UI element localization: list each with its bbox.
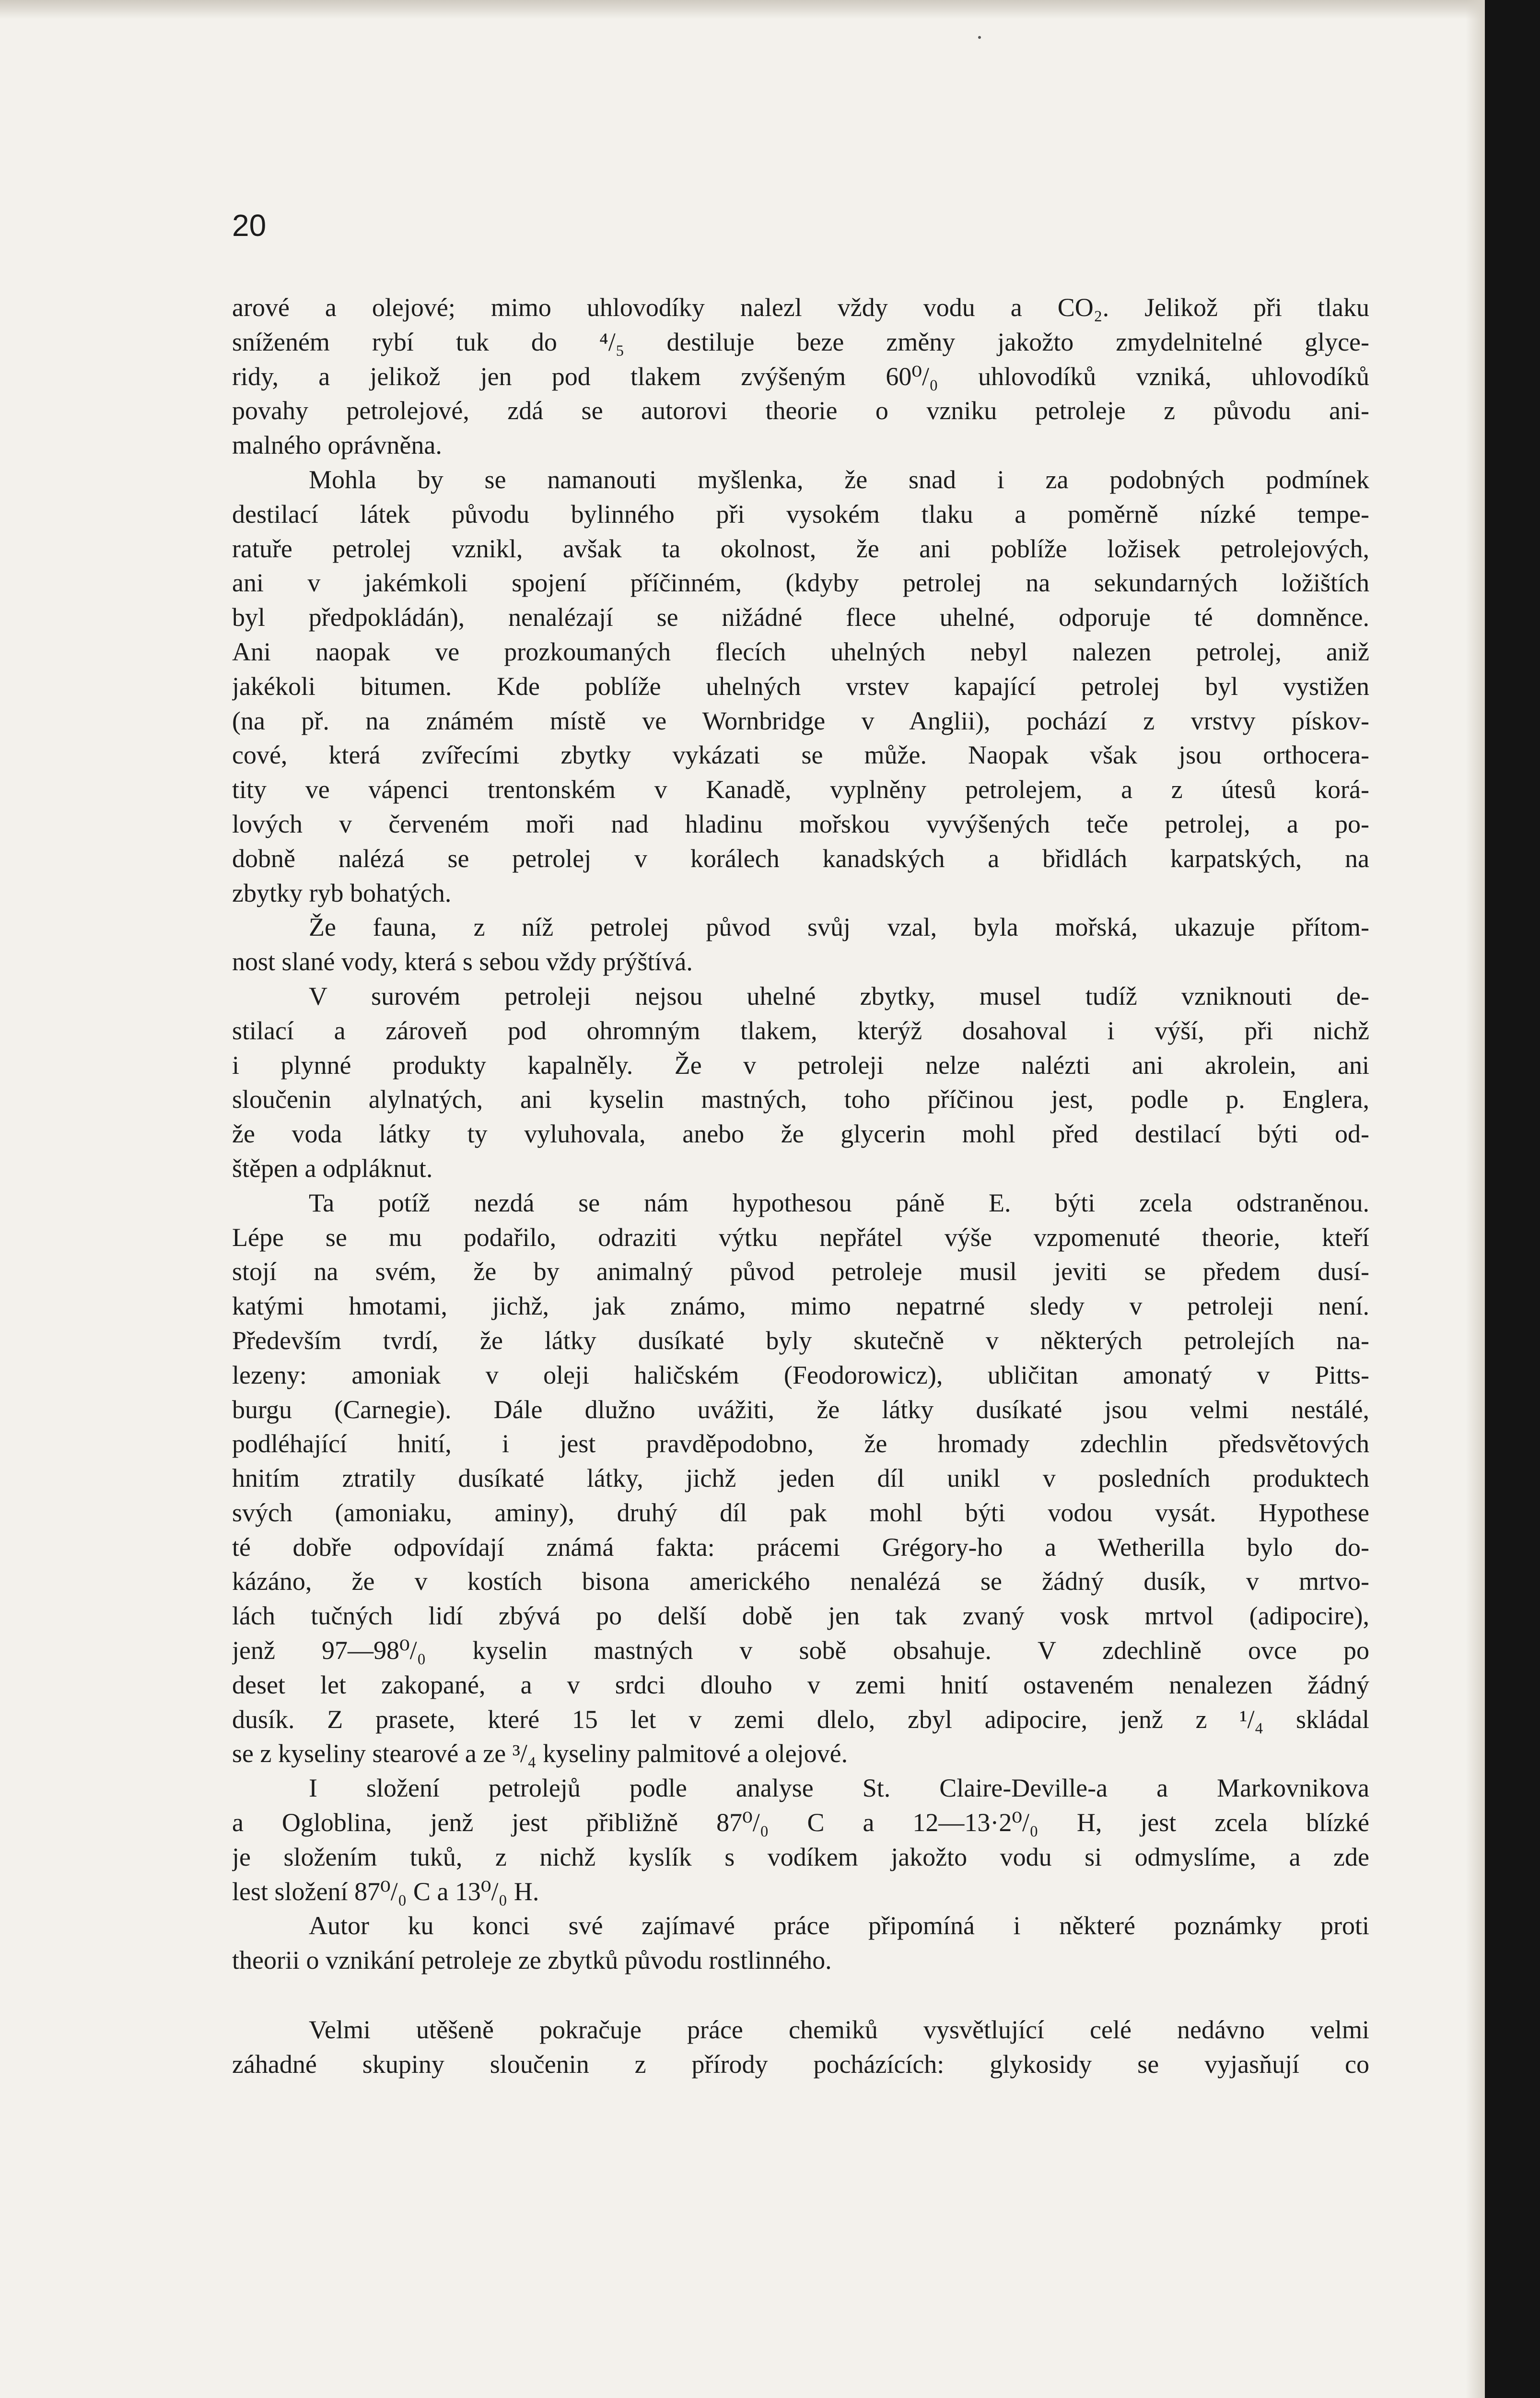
scan-top-shadow bbox=[0, 0, 1540, 19]
text-line: i plynné produkty kapalněly. Že v petroleji nelze nalézti ani akrolein, ani bbox=[232, 1050, 1369, 1080]
text-line: lezeny: amoniak v oleji haličském (Feodorowicz), ubličitan amonatý v Pitts- bbox=[232, 1360, 1369, 1389]
text-line: arové a olejové; mimo uhlovodíky nalezl vždy vodu a CO₂. Jelikož při tlaku bbox=[232, 293, 1369, 322]
text-line: Především tvrdí, že látky dusíkaté byly skutečně v některých petrolejích na- bbox=[232, 1326, 1369, 1355]
page-edge-shadow bbox=[1466, 0, 1485, 2398]
text-line: destilací látek původu bylinného při vysokém tlaku a poměrně nízké tempe- bbox=[232, 499, 1369, 529]
text-line: nost slané vody, která s sebou vždy prýštívá. bbox=[232, 947, 693, 976]
text-line: lest složení 87⁰/₀ C a 13⁰/₀ H. bbox=[232, 1877, 539, 1906]
text-line: sníženém rybí tuk do ⁴/₅ destiluje beze změny jakožto zmydelnitelné glyce- bbox=[232, 327, 1369, 356]
text-line: podléhající hnití, i jest pravděpodobno, že hromady zdechlin předsvětových bbox=[232, 1429, 1369, 1458]
text-line: ridy, a jelikož jen pod tlakem zvýšeným 60⁰/₀ uhlovodíků vzniká, uhlovodíků bbox=[232, 362, 1369, 391]
text-line: kázáno, že v kostích bisona amerického nenalézá se žádný dusík, v mrtvo- bbox=[232, 1567, 1369, 1596]
text-line: Lépe se mu podařilo, odraziti výtku nepřátel výše vzpomenuté theorie, kteří bbox=[232, 1223, 1369, 1252]
text-line: dusík. Z prasete, které 15 let v zemi dlelo, zbyl adipocire, jenž z ¹/₄ skládal bbox=[232, 1704, 1369, 1734]
text-line: katými hmotami, jichž, jak známo, mimo nepatrné sledy v petroleji není. bbox=[232, 1292, 1369, 1321]
text-line: I složení petrolejů podle analyse St. Claire-Deville-a a Markovnikova bbox=[309, 1774, 1369, 1803]
text-line: Autor ku konci své zajímavé práce připomíná i některé poznámky proti bbox=[309, 1911, 1369, 1940]
text-line: Ta potíž nezdá se nám hypothesou páně E. býti zcela odstraněnou. bbox=[309, 1188, 1369, 1217]
text-line: sloučenin alylnatých, ani kyselin mastných, toho příčinou jest, podle p. Englera, bbox=[232, 1085, 1369, 1114]
text-line: hnitím ztratily dusíkaté látky, jichž jeden díl unikl v posledních produktech bbox=[232, 1464, 1369, 1493]
text-line: ratuře petrolej vznikl, avšak ta okolnost, že ani poblíže ložisek petrolejových, bbox=[232, 534, 1369, 563]
page-number: 20 bbox=[232, 208, 267, 243]
text-line: Že fauna, z níž petrolej původ svůj vzal, byla mořská, ukazuje přítom- bbox=[309, 913, 1369, 942]
text-line: V surovém petroleji nejsou uhelné zbytky, musel tudíž vzniknouti de- bbox=[309, 981, 1369, 1011]
text-line: že voda látky ty vyluhovala, anebo že glycerin mohl před destilací býti od- bbox=[232, 1119, 1369, 1149]
text-line: lách tučných lidí zbývá po delší době jen tak zvaný vosk mrtvol (adipocire), bbox=[232, 1601, 1369, 1631]
text-line: cové, která zvířecími zbytky vykázati se může. Naopak však jsou orthocera- bbox=[232, 741, 1369, 770]
text-line: jenž 97—98⁰/₀ kyselin mastných v sobě obsahuje. V zdechlině ovce po bbox=[232, 1636, 1369, 1665]
text-line: je složením tuků, z nichž kyslík s vodíkem jakožto vodu si odmyslíme, a zde bbox=[232, 1842, 1369, 1871]
text-line: burgu (Carnegie). Dále dlužno uvážiti, že látky dusíkaté jsou velmi nestálé, bbox=[232, 1395, 1369, 1424]
text-line: Ani naopak ve prozkoumaných flecích uhelných nebyl nalezen petrolej, aniž bbox=[232, 637, 1369, 666]
text-line: štěpen a odpláknut. bbox=[232, 1153, 433, 1183]
text-line: zbytky ryb bohatých. bbox=[232, 878, 452, 907]
text-line: a Ogloblina, jenž jest přibližně 87⁰/₀ C a 12—13·2⁰/₀ H, jest zcela blízké bbox=[232, 1808, 1369, 1837]
text-line: tity ve vápenci trentonském v Kanadě, vyplněny petrolejem, a z útesů korá- bbox=[232, 775, 1369, 804]
paragraph-gap bbox=[232, 1978, 1369, 2013]
text-line: ani v jakémkoli spojení příčinném, (kdyby petrolej na sekundarných ložištích bbox=[232, 568, 1369, 598]
text-line: stilací a zároveň pod ohromným tlakem, kterýž dosahoval i výší, při nichž bbox=[232, 1016, 1369, 1045]
scan-dark-edge bbox=[1485, 0, 1540, 2398]
text-line: záhadné skupiny sloučenin z přírody pocházících: glykosidy se vyjasňují co bbox=[232, 2049, 1369, 2079]
text-line: té dobře odpovídají známá fakta: prácemi Grégory-ho a Wetherilla bylo do- bbox=[232, 1532, 1369, 1562]
text-line: Velmi utěšeně pokračuje práce chemiků vysvětlující celé nedávno velmi bbox=[309, 2015, 1369, 2045]
text-line: se z kyseliny stearové a ze ³/₄ kyseliny palmitové a olejové. bbox=[232, 1739, 848, 1768]
text-line: byl předpokládán), nenalézají se nižádné flece uhelné, odporuje té domněnce. bbox=[232, 603, 1369, 632]
text-line: lových v červeném moři nad hladinu mořskou vyvýšených teče petrolej, a po- bbox=[232, 809, 1369, 838]
text-line: dobně nalézá se petrolej v korálech kanadských a břidlách karpatských, na bbox=[232, 844, 1369, 873]
text-line: svých (amoniaku, aminy), druhý díl pak mohl býti vodou vysát. Hypothese bbox=[232, 1498, 1369, 1527]
text-line: theorii o vznikání petroleje ze zbytků původu rostlinného. bbox=[232, 1946, 832, 1975]
text-line: stojí na svém, že by animalný původ petroleje musil jeviti se předem dusí- bbox=[232, 1257, 1369, 1286]
text-line: deset let zakopané, a v srdci dlouho v zemi hnití ostaveném nenalezen žádný bbox=[232, 1670, 1369, 1699]
text-line: jakékoli bitumen. Kde poblíže uhelných vrstev kapající petrolej byl vystižen bbox=[232, 671, 1369, 701]
scan-speck bbox=[978, 36, 981, 39]
text-line: Mohla by se namanouti myšlenka, že snad i za podobných podmínek bbox=[309, 465, 1369, 494]
text-line: (na př. na známém místě ve Wornbridge v Anglii), pochází z vrstvy pískov- bbox=[232, 706, 1369, 735]
text-line: malného oprávněna. bbox=[232, 431, 442, 460]
body-text bbox=[232, 291, 1369, 2082]
text-line: povahy petrolejové, zdá se autorovi theorie o vzniku petroleje z původu ani- bbox=[232, 396, 1369, 425]
